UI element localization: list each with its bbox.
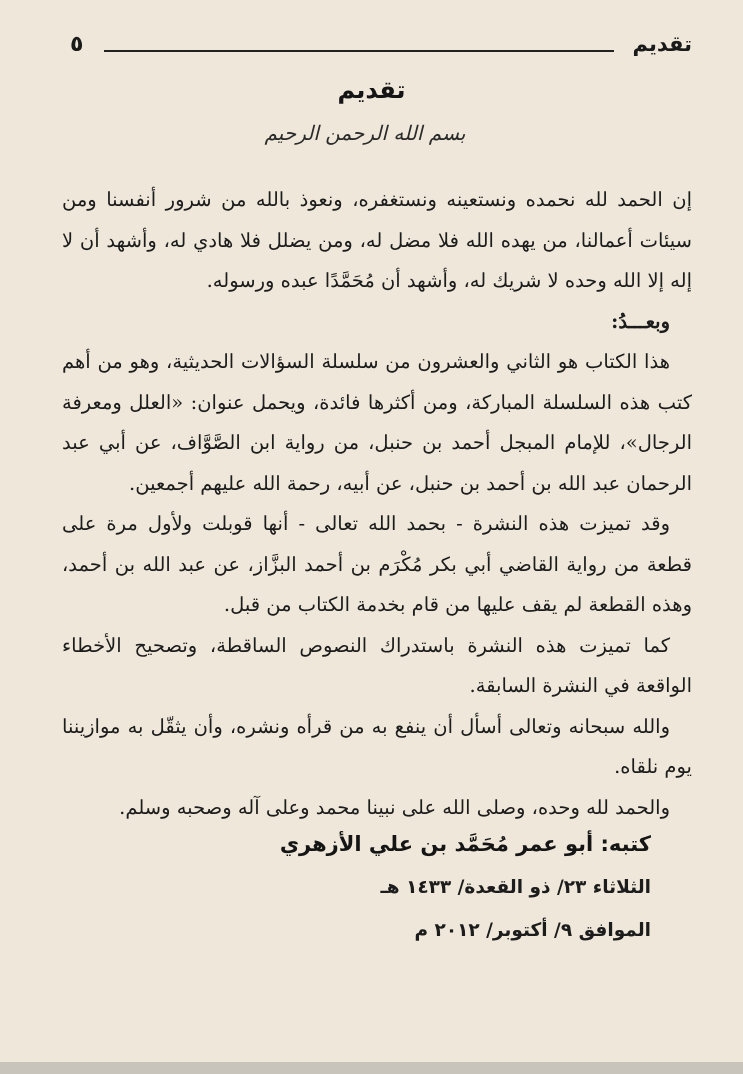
page-bottom-edge [0,1062,743,1074]
paragraph-wabaad: وبعـــدُ: [611,309,670,333]
author-signature: كتبه: أبو عمر مُحَمَّد بن علي الأزهري [279,832,651,856]
paragraph-supplication: والله سبحانه وتعالى أسأل أن ينفع به من قرأه ونشره، وأن يثقّل به موازيننا يوم نلقاه. [62,714,692,778]
paragraph-corrections: كما تميزت هذه النشرة باستدراك النصوص الساقطة، وتصحيح الأخطاء الواقعة في النشرة السابقة. [62,633,692,697]
date-gregorian: الموافق ٩/ أكتوبر/ ٢٠١٢ م [414,920,651,941]
body-text [62,180,692,828]
paragraph-closing: والحمد لله وحده، وصلى الله على نبينا محمد وعلى آله وصحبه وسلم. [119,795,670,819]
header-rule [104,50,614,52]
section-title: تقديم [337,76,406,104]
page-number: ٥ [70,32,84,57]
running-title: تقديم [632,32,692,56]
running-header [70,30,692,66]
basmala-calligraphy: بسم الله الرحمن الرحيم [264,121,466,145]
paragraph-edition-distinction: وقد تميزت هذه النشرة - بحمد الله تعالى - أنها قوبلت ولأول مرة على قطعة من رواية القاضي أبي بكر مُكْرَم بن أحمد البزَّاز، عن عبد الله بن أحمد، وهذه القطعة لم يقف عليها من قام بخدمة الكتاب من قبل. [62,512,692,616]
paragraph-book-intro: هذا الكتاب هو الثاني والعشرون من سلسلة السؤالات الحديثية، وهو من أهم كتب هذه السلسلة المباركة، ومن أكثرها فائدة، ويحمل عنوان: «العلل ومعرفة الرجال»، للإمام المبجل أحمد بن حنبل، من رواية ابن الصَّوَّاف، عن أبي عبد الرحمان عبد الله بن أحمد بن حنبل، عن أبيه، رحمة الله عليهم أجمعين. [62,350,692,495]
paragraph-opening: إن الحمد لله نحمده ونستعينه ونستغفره، ونعوذ بالله من شرور أنفسنا ومن سيئات أعمالنا، من يهده الله فلا مضل له، ومن يضلل فلا هادي له، وأشهد أن لا إله إلا الله وحده لا شريك له، وأشهد أن مُحَمَّدًا عبده ورسوله. [62,188,692,292]
date-hijri: الثلاثاء ٢٣/ ذو القعدة/ ١٤٣٣ هـ [380,877,651,898]
